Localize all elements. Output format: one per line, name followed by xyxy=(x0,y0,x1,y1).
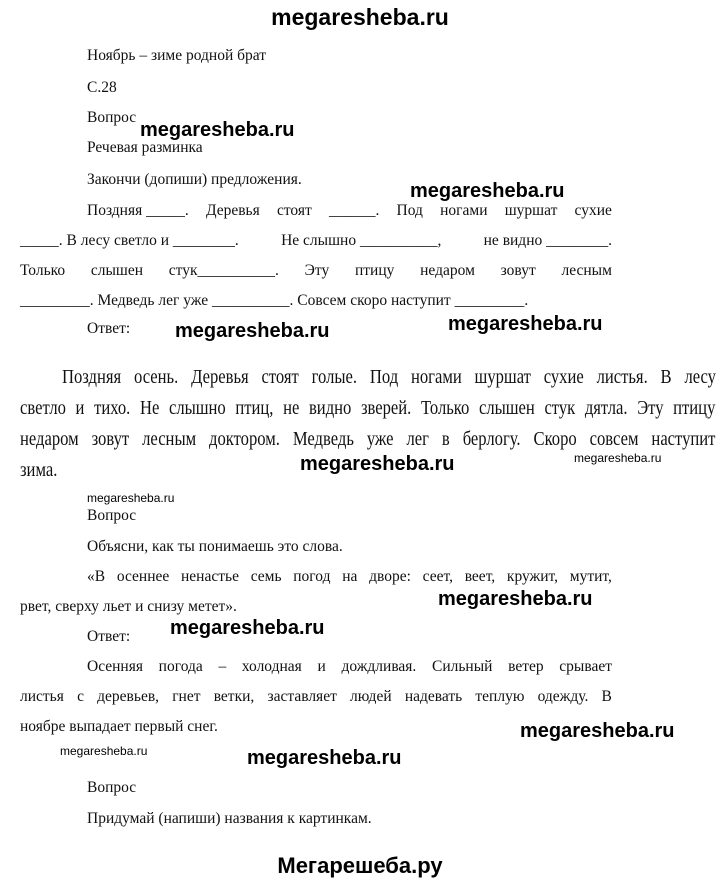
watermark: megaresheba.ru xyxy=(175,320,330,342)
watermark: megaresheba.ru xyxy=(247,747,402,769)
word: шуршат xyxy=(504,202,558,219)
task-text: Объясни, как ты понимаешь это слова. xyxy=(87,538,343,555)
word: Поздняя xyxy=(62,366,122,388)
word: видно xyxy=(308,397,352,419)
word: В xyxy=(601,688,612,705)
word: лесу xyxy=(684,366,716,388)
word: ветки, xyxy=(213,688,255,705)
word: не xyxy=(283,397,300,419)
word: людей xyxy=(350,688,392,705)
watermark-small: megaresheba.ru xyxy=(87,491,175,505)
watermark-small: megaresheba.ru xyxy=(574,451,662,465)
word: слышен xyxy=(478,397,535,419)
word: зовут xyxy=(500,262,536,279)
answer-line xyxy=(20,396,716,420)
watermark: megaresheba.ru xyxy=(448,313,603,335)
word: веет, xyxy=(464,568,496,585)
section-subtitle: Речевая разминка xyxy=(87,139,203,156)
exercise-line xyxy=(20,262,612,280)
word: лесным xyxy=(142,428,197,450)
word: птицу xyxy=(673,397,716,419)
word: Только xyxy=(20,262,66,279)
word: Не слышно __________, xyxy=(281,232,442,249)
word: листья. xyxy=(596,366,648,388)
word: ______. xyxy=(328,202,380,219)
answer-line xyxy=(20,427,716,451)
exercise-line: _________. Медведь лег уже __________. Совсем скоро наступит _________. xyxy=(20,292,529,309)
watermark: megaresheba.ru xyxy=(520,720,675,742)
site-header[interactable]: megaresheba.ru xyxy=(271,4,449,30)
word: недаром xyxy=(420,262,475,279)
answer-line xyxy=(62,365,716,389)
watermark: megaresheba.ru xyxy=(410,180,565,202)
word: и xyxy=(317,658,326,675)
quote-line xyxy=(87,568,612,586)
word: Скоро xyxy=(533,428,577,450)
word: погода xyxy=(158,658,203,675)
word: дятла. xyxy=(584,397,628,419)
word: не видно ________. xyxy=(483,232,612,249)
word: одежду. xyxy=(537,688,589,705)
word: совсем xyxy=(589,428,639,450)
word: стук xyxy=(544,397,576,419)
word: кружит, xyxy=(506,568,559,585)
word: _____. В лесу светло и ________. xyxy=(20,232,239,249)
word: ненастье xyxy=(181,568,239,585)
question-label: Вопрос xyxy=(87,109,137,126)
answer-label: Ответ: xyxy=(87,628,131,645)
exercise-line xyxy=(87,202,612,220)
watermark: megaresheba.ru xyxy=(170,617,325,639)
word: ногами xyxy=(440,202,488,219)
word: дворе: xyxy=(369,568,411,585)
question-label: Вопрос xyxy=(87,779,137,796)
word: с xyxy=(77,688,84,705)
word: и xyxy=(75,397,85,419)
word: Под xyxy=(369,366,399,388)
task-text: Закончи (допиши) предложения. xyxy=(87,171,302,188)
question-label: Вопрос xyxy=(87,507,137,524)
page-title: Ноябрь – зиме родной брат xyxy=(87,47,267,64)
word: зовут xyxy=(91,428,130,450)
watermark: megaresheba.ru xyxy=(300,453,455,475)
word: в xyxy=(441,428,450,450)
word: Осенняя xyxy=(87,658,143,675)
word: Сильный xyxy=(431,658,493,675)
word: берлогу. xyxy=(462,428,521,450)
quote-line: рвет, сверху льет и снизу метет». xyxy=(20,598,237,615)
exercise-line xyxy=(20,232,612,250)
word: стук__________. xyxy=(168,262,279,279)
answer-line: ноябре выпадает первый снег. xyxy=(20,718,218,735)
word: Деревья xyxy=(205,202,260,219)
word: Медведь xyxy=(292,428,354,450)
word: «В xyxy=(87,568,106,585)
word: Поздняя _____. xyxy=(87,202,189,219)
word: Деревья xyxy=(191,366,249,388)
word: стоят xyxy=(276,202,312,219)
answer-line xyxy=(20,688,612,706)
word: птицу xyxy=(354,262,395,279)
watermark-small: megaresheba.ru xyxy=(60,744,148,758)
word: стоят xyxy=(261,366,299,388)
word: – xyxy=(218,658,227,675)
word: голые. xyxy=(311,366,358,388)
word: листья xyxy=(20,688,64,705)
word: ветер xyxy=(508,658,544,675)
word: В xyxy=(660,366,672,388)
word: ногами xyxy=(410,366,462,388)
word: заставляет xyxy=(267,688,337,705)
word: деревьев, xyxy=(97,688,160,705)
word: доктором. xyxy=(209,428,280,450)
word: светло xyxy=(20,397,66,419)
answer-line: зима. xyxy=(20,459,58,481)
word: наступит xyxy=(651,428,716,450)
word: на xyxy=(342,568,358,585)
word: сухие xyxy=(574,202,612,219)
word: Эту xyxy=(637,397,664,419)
word: срывает xyxy=(559,658,612,675)
word: Только xyxy=(420,397,470,419)
word: лесным xyxy=(561,262,612,279)
word: мутит, xyxy=(569,568,612,585)
task-text: Придумай (напиши) названия к картинкам. xyxy=(87,810,372,827)
word: слышен xyxy=(90,262,144,279)
word: сухие xyxy=(543,366,584,388)
word: Не xyxy=(139,397,160,419)
word: тихо. xyxy=(94,397,131,419)
word: теплую xyxy=(475,688,525,705)
word: осень. xyxy=(133,366,179,388)
word: семь xyxy=(250,568,282,585)
word: сеет, xyxy=(422,568,453,585)
answer-label: Ответ: xyxy=(87,320,131,337)
word: Эту xyxy=(304,262,330,279)
word: гнет xyxy=(172,688,201,705)
word: птиц, xyxy=(235,397,274,419)
word: осеннее xyxy=(116,568,170,585)
word: Под xyxy=(396,202,423,219)
word: погод xyxy=(293,568,331,585)
watermark: megaresheba.ru xyxy=(438,588,593,610)
word: недаром xyxy=(20,428,79,450)
word: слышно xyxy=(168,397,226,419)
word: надевать xyxy=(404,688,463,705)
word: дождливая. xyxy=(341,658,417,675)
word: уже xyxy=(366,428,394,450)
watermark: megaresheba.ru xyxy=(140,119,295,141)
word: зверей. xyxy=(360,397,412,419)
answer-line xyxy=(87,658,612,676)
word: лег xyxy=(406,428,429,450)
page-number: С.28 xyxy=(87,79,117,96)
word: шуршат xyxy=(474,366,531,388)
word: холодная xyxy=(241,658,302,675)
footer-site-name[interactable]: Мегарешеба.ру xyxy=(277,853,443,878)
